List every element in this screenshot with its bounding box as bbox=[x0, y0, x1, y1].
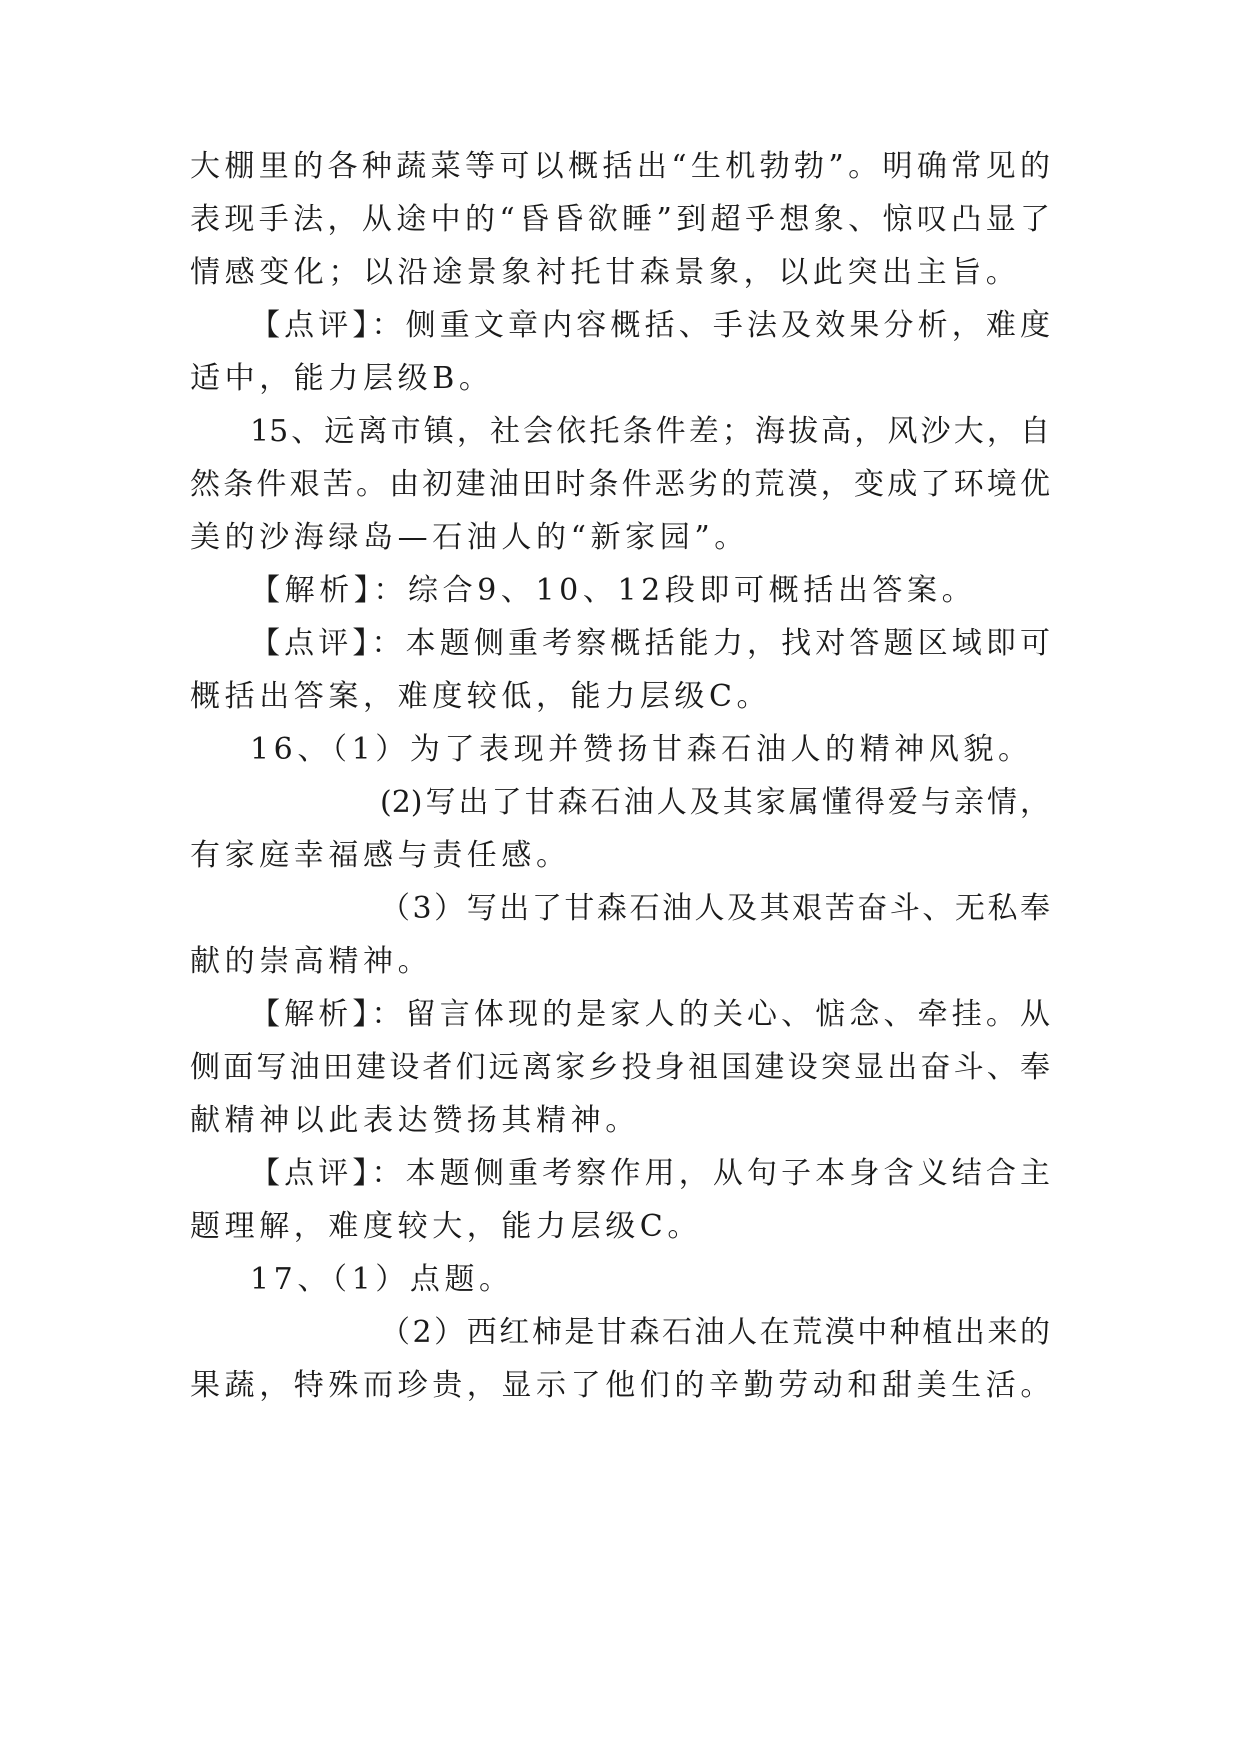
text-line: （3）写出了甘森石油人及其艰苦奋斗、无私奉 bbox=[380, 891, 1050, 926]
text-line: 适中，能力层级B。 bbox=[190, 361, 494, 396]
text-line: 题理解，难度较大，能力层级C。 bbox=[190, 1209, 702, 1244]
text-line: 有家庭幸福感与责任感。 bbox=[190, 838, 571, 873]
text-line: 果蔬，特殊而珍贵，显示了他们的辛勤劳动和甜美生活。 bbox=[190, 1368, 1055, 1403]
text-line: 概括出答案，难度较低，能力层级C。 bbox=[190, 679, 772, 714]
text-line: 侧面写油田建设者们远离家乡投身祖国建设突显出奋斗、奉 bbox=[190, 1050, 1050, 1085]
analysis-line: 【解析】：留言体现的是家人的关心、惦念、牵挂。从 bbox=[250, 997, 1050, 1032]
text-line: 情感变化；以沿途景象衬托甘森景象，以此突出主旨。 bbox=[190, 255, 1021, 290]
text-line: 美的沙海绿岛—石油人的“新家园”。 bbox=[190, 520, 749, 555]
analysis-line: 【解析】：综合9、10、12段即可概括出答案。 bbox=[250, 573, 977, 608]
text-line: 献精神以此表达赞扬其精神。 bbox=[190, 1103, 640, 1138]
text-line: (2)写出了甘森石油人及其家属懂得爱与亲情， bbox=[380, 785, 1050, 820]
text-line: 献的崇高精神。 bbox=[190, 944, 433, 979]
text-line: 然条件艰苦。由初建油田时条件恶劣的荒漠，变成了环境优 bbox=[190, 467, 1050, 502]
answer-16-line: 16、（1）为了表现并赞扬甘森石油人的精神风貌。 bbox=[250, 732, 1033, 767]
review-line: 【点评】：本题侧重考察概括能力，找对答题区域即可 bbox=[250, 626, 1050, 661]
review-line: 【点评】：本题侧重考察作用，从句子本身含义结合主 bbox=[250, 1156, 1050, 1191]
text-line: 表现手法，从途中的“昏昏欲睡”到超乎想象、惊叹凸显了 bbox=[190, 202, 1050, 237]
answer-15-line: 15、远离市镇，社会依托条件差；海拔高，风沙大，自 bbox=[250, 414, 1050, 449]
text-line: （2）西红柿是甘森石油人在荒漠中种植出来的 bbox=[380, 1315, 1050, 1350]
review-line: 【点评】：侧重文章内容概括、手法及效果分析，难度 bbox=[250, 308, 1050, 343]
text-line: 大棚里的各种蔬菜等可以概括出“生机勃勃”。明确常见的 bbox=[190, 149, 1050, 184]
answer-17-line: 17、（1）点题。 bbox=[250, 1262, 514, 1297]
